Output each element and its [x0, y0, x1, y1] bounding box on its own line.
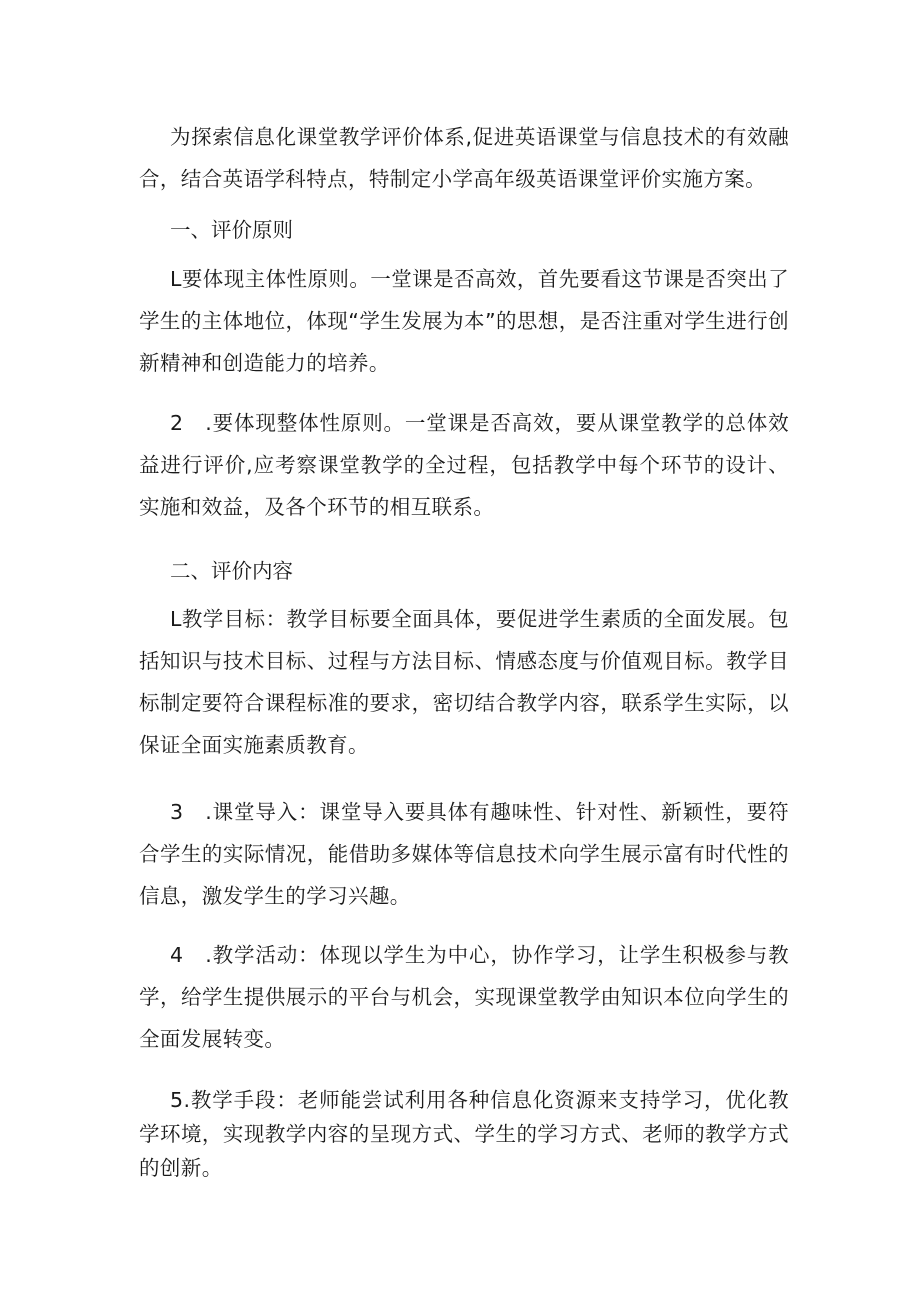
content-3-paragraph: 3 .课堂导入：课堂导入要具体有趣味性、针对性、新颖性，要符合学生的实际情况，能借助多媒体等信息技术向学生展示富有时代性的信息，激发学生的学习兴趣。 [139, 800, 789, 908]
content-4-paragraph: 4 .教学活动：体现以学生为中心，协作学习，让学生积极参与教学，给学生提供展示的平台与机会，实现课堂教学由知识本位向学生的全面发展转变。 [139, 943, 789, 1051]
content-1-paragraph: L教学目标：教学目标要全面具体，要促进学生素质的全面发展。包括知识与技术目标、过程与方法目标、情感态度与价值观目标。教学目标制定要符合课程标准的要求，密切结合教学内容，联系学生实际，以保证全面实施素质教育。 [139, 607, 789, 757]
section-heading-evaluation-content: 二、评价内容 [170, 559, 293, 583]
section-heading-evaluation-principles: 一、评价原则 [170, 218, 293, 242]
principle-1-paragraph: L要体现主体性原则。一堂课是否高效，首先要看这节课是否突出了学生的主体地位，体现“学生发展为本”的思想，是否注重对学生进行创新精神和创造能力的培养。 [139, 267, 789, 375]
intro-paragraph: 为探索信息化课堂教学评价体系,促进英语课堂与信息技术的有效融合，结合英语学科特点，特制定小学高年级英语课堂评价实施方案。 [139, 125, 789, 191]
principle-2-paragraph: 2 .要体现整体性原则。一堂课是否高效，要从课堂教学的总体效益进行评价,应考察课堂教学的全过程，包括教学中每个环节的设计、实施和效益，及各个环节的相互联系。 [139, 411, 789, 519]
content-5-paragraph: 5.教学手段：老师能尝试利用各种信息化资源来支持学习，优化教学环境，实现教学内容的呈现方式、学生的学习方式、老师的教学方式的创新。 [139, 1088, 789, 1180]
